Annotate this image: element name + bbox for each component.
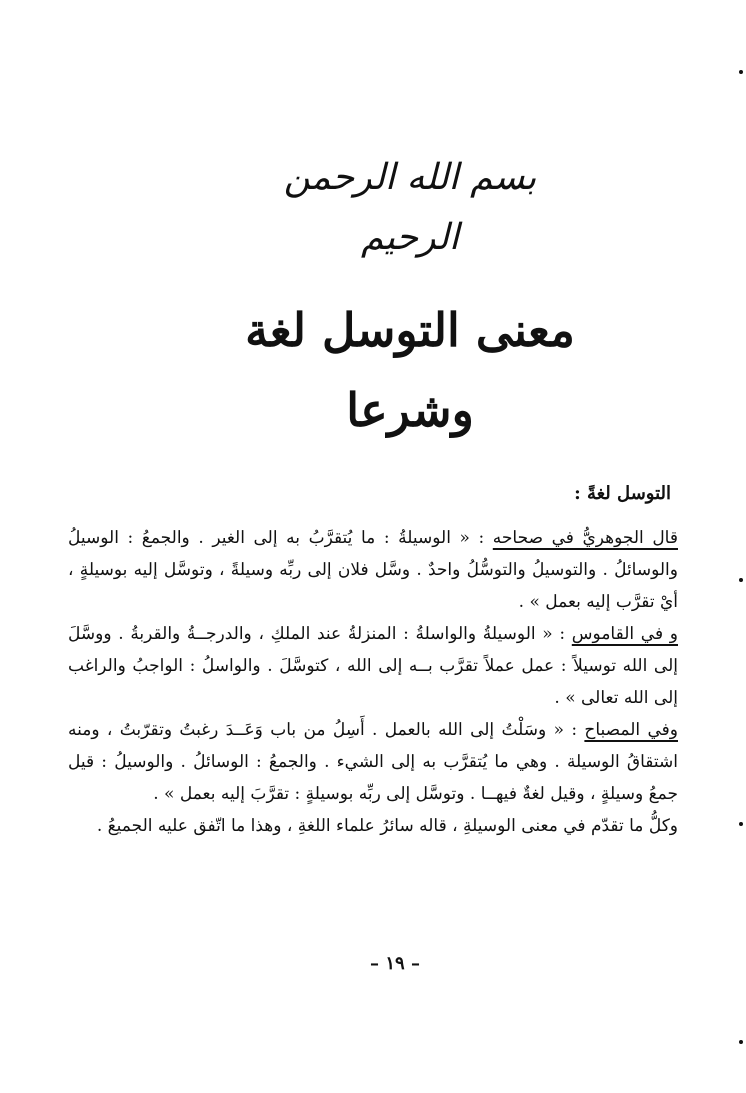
paragraph-text: وكلُّ ما تقدّم في معنى الوسيلةِ ، قاله سائرُ علماء اللغةِ ، وهذا ما اتّفق عليه الجميعُ . — [96, 816, 678, 836]
basmala-calligraphy: بسم الله الرحمن الرحيم — [283, 157, 537, 258]
paragraph-text: : « وسَلْتُ إلى الله بالعمل . أَسِلُ من باب وَعَــدَ رغبتُ وتقرّبتُ ، ومنه اشتقاقُ الوسيلة . وهي ما يُتقرَّب به إلى الشيء . والجمعُ : الوسائلُ . والوسيلُ : قيل جمعُ وسيلةٍ ، وقيل لغةٌ فيهــا . وتوسَّل إلى ربِّه بوسيلةٍ : تقرَّبَ إليه بعمل » . — [68, 720, 678, 804]
paragraph-text: : « الوسيلةُ والواسلةُ : المنزلةُ عند الملكِ ، والدرجــةُ والقربةُ . ووسَّلَ إلى الله توسيلاً : عمل عملاً تقرَّب بــه إلى الله ، كتوسَّلَ . والواسلُ : الواجبُ والراغب إلى الله تعالى » . — [68, 624, 678, 708]
paragraph-text: : « الوسيلةُ : ما يُتقرَّبُ به إلى الغير . والجمعُ : الوسيلُ والوسائلُ . والتوسيلُ والتوسُّلُ واحدٌ . وسَّل فلان إلى ربِّه وسيلةً ، وتوسَّل إليه بوسيلةٍ ، أيْ تقرَّب إليه بعمل » . — [68, 528, 678, 612]
body-text — [68, 522, 678, 842]
source-reference: و في القاموس — [571, 624, 678, 644]
scan-speck — [739, 578, 743, 582]
scan-speck — [739, 70, 743, 74]
source-reference: وفي المصباح — [584, 720, 678, 740]
paragraph-conclusion — [68, 810, 678, 842]
scan-speck — [739, 1040, 743, 1044]
paragraph-misbah — [68, 714, 678, 810]
section-heading: التوسل لغةً : — [574, 483, 671, 504]
paragraph-jawhari — [68, 522, 678, 618]
chapter-title: معنى التوسل لغة وشرعا — [245, 303, 575, 437]
scan-speck — [739, 822, 743, 826]
page-number: – ١٩ – — [370, 953, 420, 974]
source-reference: قال الجوهريُّ في صحاحه — [492, 528, 678, 548]
paragraph-qamus — [68, 618, 678, 714]
